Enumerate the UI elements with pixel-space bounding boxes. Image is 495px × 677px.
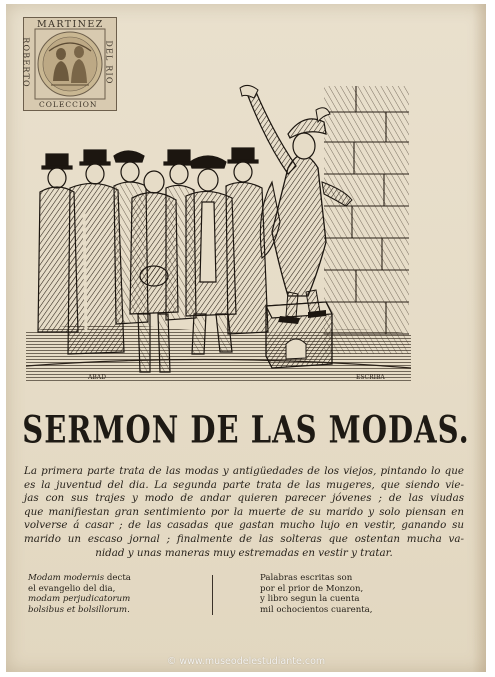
- stamp-label-left: ROBERTO: [21, 37, 31, 88]
- summary-paragraph: [24, 465, 464, 560]
- summary-line: jas con sus trajes y modo de andar quieren parecer jóvenes ; de las viudas: [24, 492, 464, 505]
- document-page: [6, 4, 486, 672]
- summary-line: volverse á casar ; de las casadas que gastan mucho lujo en vestir, ganando su: [24, 519, 464, 532]
- epigraph-spanish-line: por el prior de Monzon,: [260, 583, 364, 594]
- preacher-engraving-image: [26, 82, 411, 388]
- engraver-signature-right: ESCRIBA: [356, 374, 385, 381]
- epigraph-latin-line: el evangelio del dia,: [28, 583, 116, 594]
- document-title: SERMON DE LAS MODAS.: [22, 408, 470, 452]
- summary-line: nidad y unas maneras muy estremadas en vestir y tratar.: [95, 546, 393, 559]
- epigraph-latin-suffix: decta: [104, 573, 131, 583]
- copyright-watermark: © www.museodelestudiante.com: [166, 656, 326, 667]
- epigraph-latin-line: [28, 573, 198, 584]
- epigraph-latin-italic: Modam modernis: [28, 573, 105, 583]
- epigraph-spanish-line: mil ochocientos cuarenta,: [260, 604, 373, 615]
- column-divider: [212, 575, 213, 615]
- epigraph-latin-line: modam perjudicatorum: [28, 594, 131, 605]
- summary-line: La primera parte trata de las modas y antigüedades de los viejos, pintando lo que: [24, 465, 464, 477]
- epigraph-latin-line: bolsibus et bolsillorum.: [28, 604, 130, 615]
- stamp-label-right: DEL RIO: [104, 40, 114, 85]
- epigraph-spanish-line: Palabras escritas son: [260, 573, 353, 583]
- summary-line: que manifiestan gran sentimiento por la muerte de su marido y solo piensan en: [24, 505, 464, 518]
- epigraph-latin: [28, 573, 198, 615]
- woodcut-illustration: [26, 82, 411, 388]
- engraver-signature-left: ABAD: [88, 374, 106, 381]
- epigraph-spanish-line: y libro segun la cuenta: [260, 594, 360, 605]
- summary-line: marido un escaso jornal ; finalmente de las solteras que ostentan mucha va-: [24, 532, 464, 545]
- stamp-label-bottom: COLECCION: [39, 100, 98, 109]
- epigraph-spanish: [260, 573, 460, 615]
- stamp-label-top: MARTINEZ: [37, 19, 104, 30]
- summary-line: es la juventud del dia. La segunda parte trata de las mugeres, que siendo vie-: [24, 478, 464, 491]
- epigraph-section: [24, 573, 464, 623]
